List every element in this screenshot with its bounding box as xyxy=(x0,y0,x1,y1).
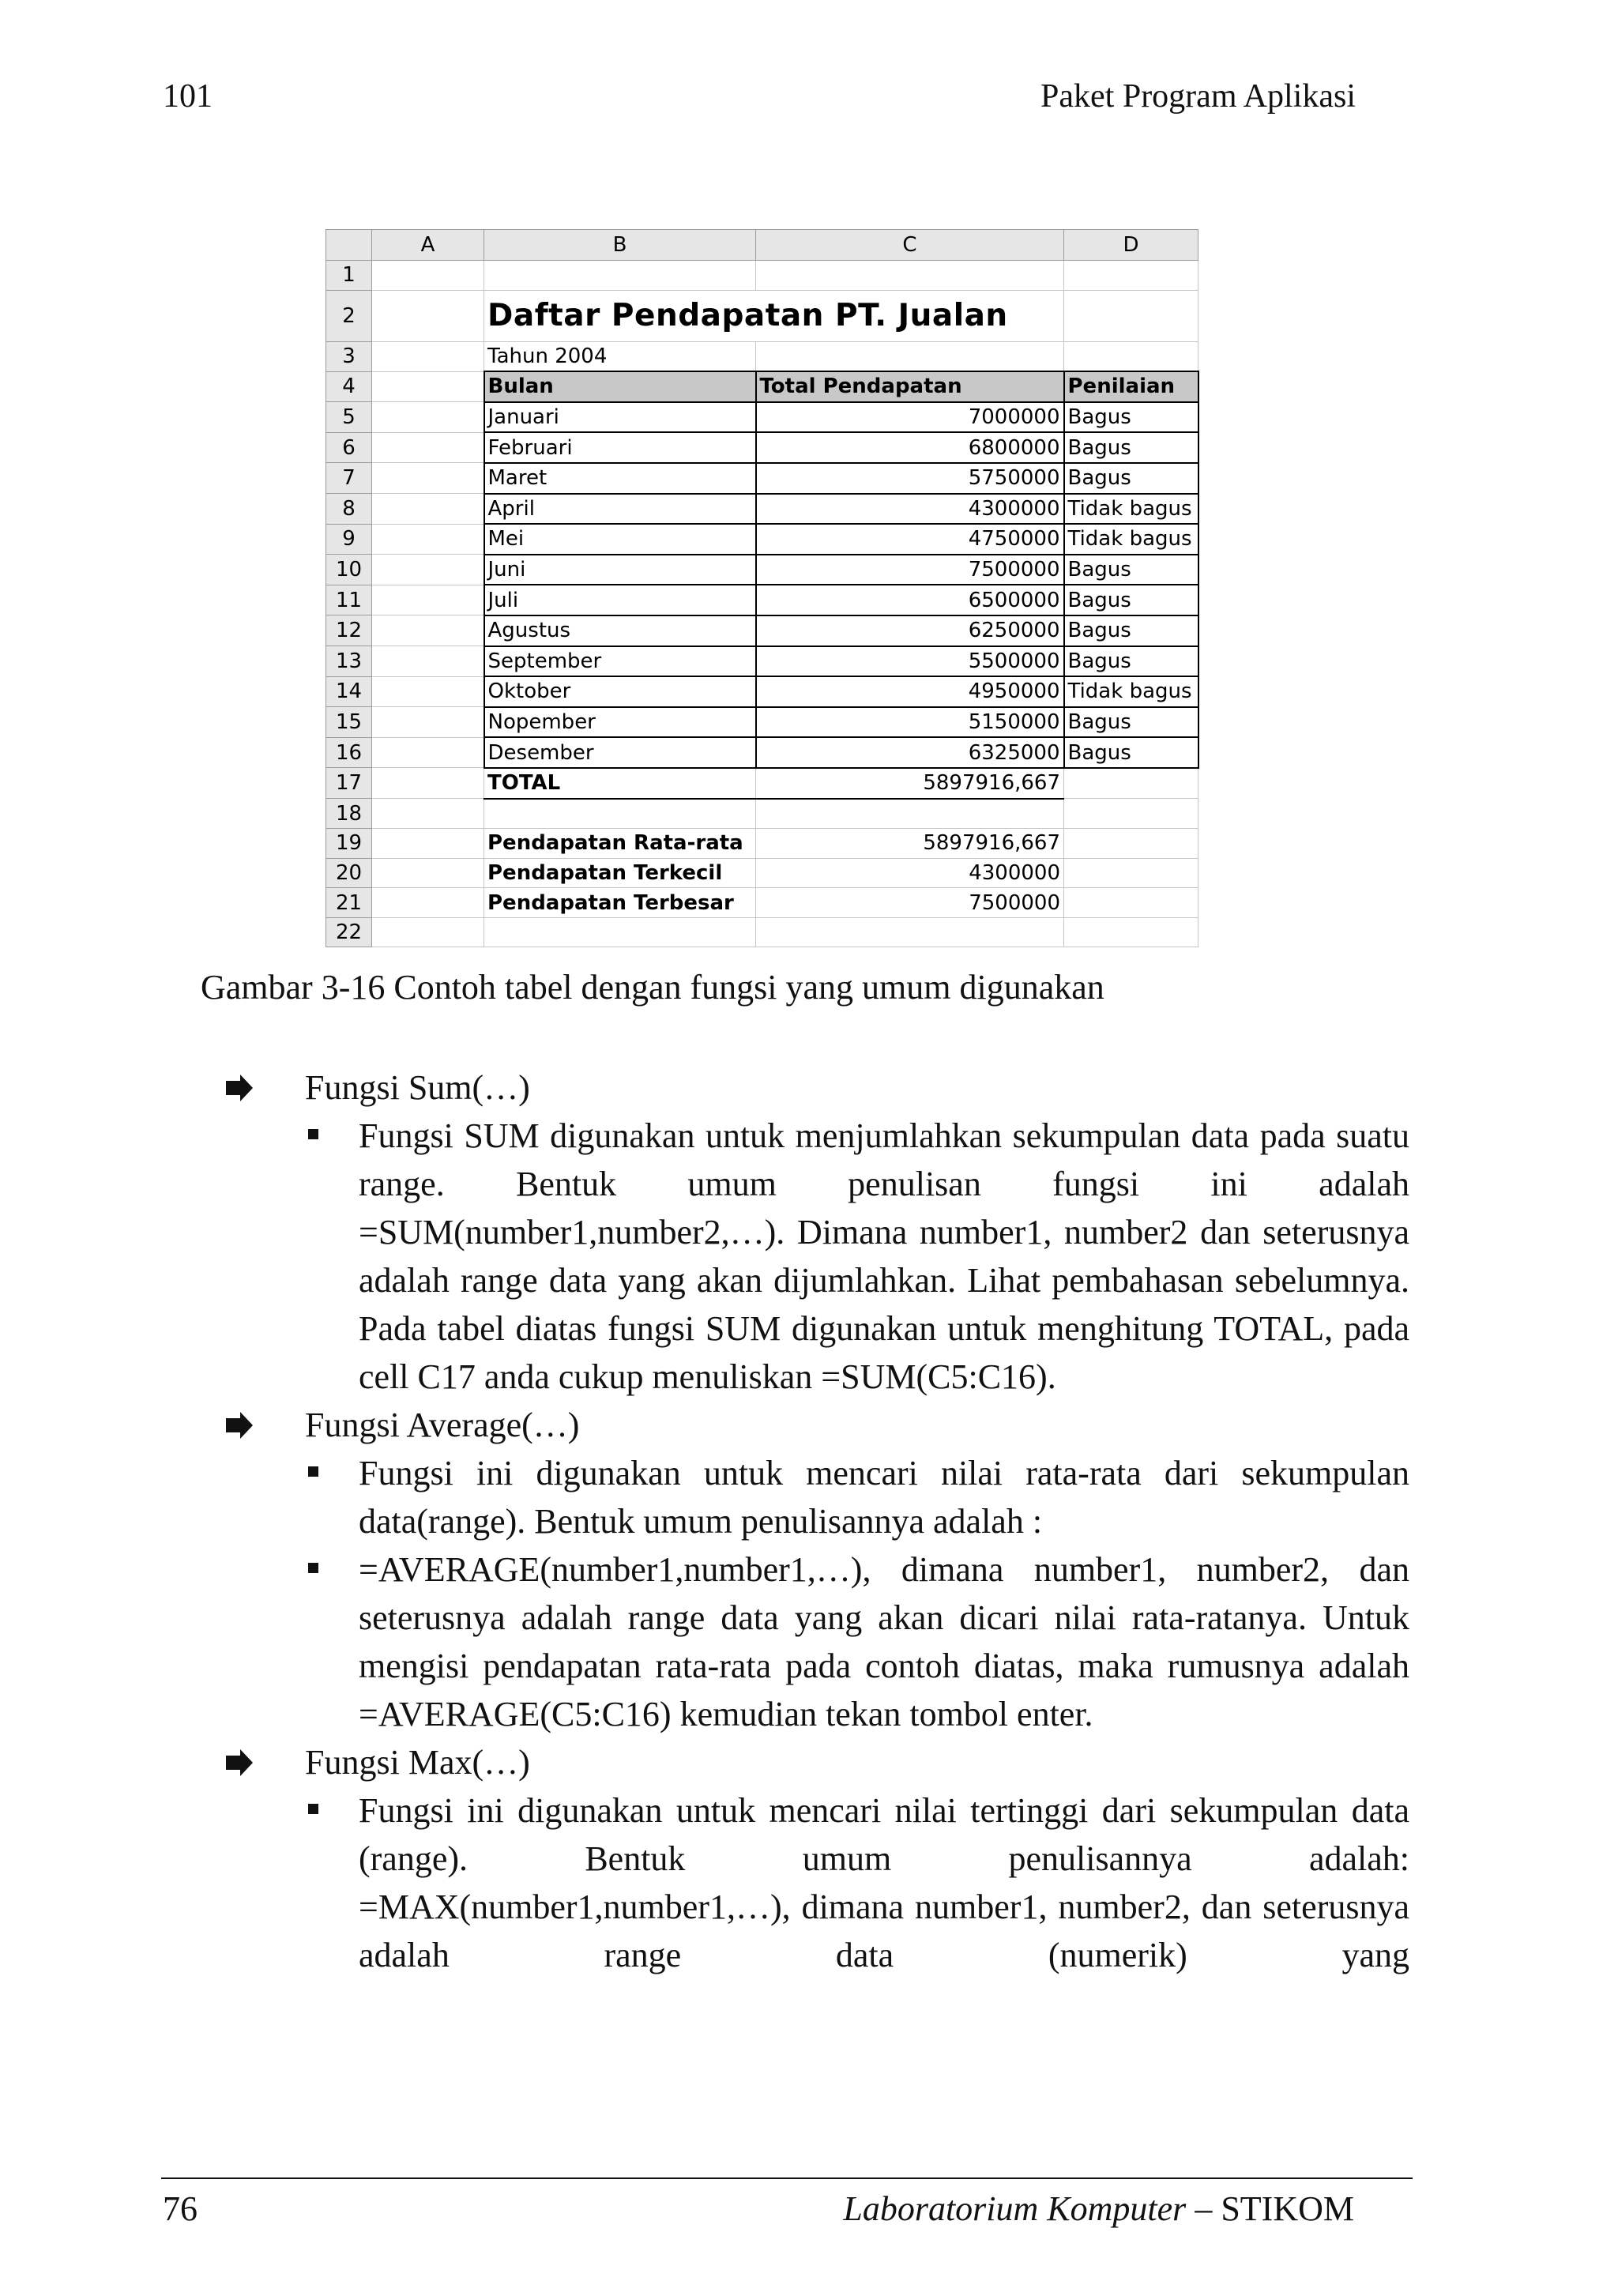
row-header: 22 xyxy=(326,917,372,947)
sheet-corner xyxy=(326,230,372,261)
cell-rating: Bagus xyxy=(1064,555,1198,585)
row-header: 18 xyxy=(326,799,372,829)
cell-month: Maret xyxy=(484,463,756,494)
page-number-bottom: 76 xyxy=(163,2189,198,2228)
arrow-bullet-icon xyxy=(218,1738,258,1786)
cell-month: Agustus xyxy=(484,615,756,646)
cell-value: 6250000 xyxy=(756,615,1064,646)
summary-label: Pendapatan Terbesar xyxy=(484,888,756,918)
cell-value: 5150000 xyxy=(756,707,1064,738)
row-header: 13 xyxy=(326,646,372,677)
cell-value: 4950000 xyxy=(756,676,1064,707)
square-bullet-icon xyxy=(308,1129,318,1139)
page-number-top: 101 xyxy=(163,78,213,115)
row-header: 17 xyxy=(326,768,372,799)
summary-value: 4300000 xyxy=(756,858,1064,888)
section-heading-max: Fungsi Max(…) xyxy=(201,1738,1409,1786)
cell-month: Oktober xyxy=(484,676,756,707)
square-bullet-icon xyxy=(308,1466,318,1477)
summary-label: Pendapatan Rata-rata xyxy=(484,829,756,859)
row-header: 21 xyxy=(326,888,372,918)
cell-rating: Bagus xyxy=(1064,707,1198,738)
row-header: 19 xyxy=(326,829,372,859)
square-bullet-icon xyxy=(308,1563,318,1573)
row-header: 8 xyxy=(326,494,372,525)
cell-rating: Tidak bagus xyxy=(1064,524,1198,555)
column-header: B xyxy=(484,230,756,261)
cell-value: 4750000 xyxy=(756,524,1064,555)
sheet-title: Daftar Pendapatan PT. Jualan xyxy=(484,290,1064,341)
cell-month: Juni xyxy=(484,555,756,585)
row-header: 10 xyxy=(326,555,372,585)
header-cell-bulan: Bulan xyxy=(484,371,756,402)
header-cell-total: Total Pendapatan xyxy=(756,371,1064,402)
row-header: 16 xyxy=(326,737,372,768)
cell-rating: Bagus xyxy=(1064,463,1198,494)
header-cell-penilaian: Penilaian xyxy=(1064,371,1198,402)
footer-credit xyxy=(843,2189,1354,2229)
row-header: 9 xyxy=(326,524,372,555)
figure-caption: Gambar 3-16 Contoh tabel dengan fungsi yang umum digunakan xyxy=(201,968,1104,1007)
footer-lab: Laboratorium Komputer xyxy=(843,2189,1187,2228)
cell-value: 7000000 xyxy=(756,402,1064,433)
cell-month: Juli xyxy=(484,585,756,615)
row-header: 6 xyxy=(326,432,372,463)
footer-org: STIKOM xyxy=(1221,2189,1354,2228)
cell-value: 6500000 xyxy=(756,585,1064,615)
summary-label: Pendapatan Terkecil xyxy=(484,858,756,888)
bullet-paragraph: =AVERAGE(number1,number1,…), dimana number1, number2, dan seterusnya adalah range data yang akan dicari nilai rata-ratanya. Untuk mengisi pendapatan rata-rata pada contoh diatas, maka rumusnya adalah =AVERAGE(C5:C16) kemudian tekan tombol enter. xyxy=(201,1545,1409,1738)
row-header: 15 xyxy=(326,707,372,738)
section-heading-average: Fungsi Average(…) xyxy=(201,1401,1409,1449)
row-header: 3 xyxy=(326,341,372,371)
square-bullet-icon xyxy=(308,1804,318,1814)
cell-value: 6800000 xyxy=(756,432,1064,463)
cell-month: Januari xyxy=(484,402,756,433)
cell-value: 4300000 xyxy=(756,494,1064,525)
footer-divider xyxy=(161,2177,1413,2179)
cell-value: 5750000 xyxy=(756,463,1064,494)
column-header: D xyxy=(1064,230,1198,261)
summary-value: 7500000 xyxy=(756,888,1064,918)
cell-month: September xyxy=(484,646,756,677)
row-header: 2 xyxy=(326,290,372,341)
column-header: C xyxy=(756,230,1064,261)
column-header: A xyxy=(372,230,484,261)
running-header-title: Paket Program Aplikasi xyxy=(1040,78,1356,115)
row-header: 4 xyxy=(326,371,372,402)
cell-month: Nopember xyxy=(484,707,756,738)
cell-month: Desember xyxy=(484,737,756,768)
bullet-paragraph: Fungsi SUM digunakan untuk menjumlahkan sekumpulan data pada suatu range. Bentuk umum penulisan fungsi ini adalah =SUM(number1,number2,…). Dimana number1, number2 dan seterusnya adalah range data yang akan dijumlahkan. Lihat pembahasan sebelumnya. Pada tabel diatas fungsi SUM digunakan untuk menghitung TOTAL, pada cell C17 anda cukup menuliskan =SUM(C5:C16). xyxy=(201,1112,1409,1401)
row-header: 20 xyxy=(326,858,372,888)
cell-rating: Bagus xyxy=(1064,402,1198,433)
row-header: 14 xyxy=(326,676,372,707)
summary-value: 5897916,667 xyxy=(756,829,1064,859)
arrow-bullet-icon xyxy=(218,1401,258,1449)
body-content xyxy=(201,1063,1409,1979)
row-header: 7 xyxy=(326,463,372,494)
section-heading-sum: Fungsi Sum(…) xyxy=(201,1063,1409,1112)
cell-value: 7500000 xyxy=(756,555,1064,585)
cell-rating: Bagus xyxy=(1064,737,1198,768)
bullet-paragraph: Fungsi ini digunakan untuk mencari nilai tertinggi dari sekumpulan data (range). Bentuk umum penulisannya adalah: =MAX(number1,number1,…), dimana number1, number2, dan seterusnya adalah range data (numerik) yang xyxy=(201,1786,1409,1979)
total-label: TOTAL xyxy=(484,768,756,799)
footer-separator: – xyxy=(1186,2189,1221,2228)
cell-rating: Tidak bagus xyxy=(1064,676,1198,707)
cell-value: 6325000 xyxy=(756,737,1064,768)
spreadsheet-figure xyxy=(325,229,1199,947)
sheet-subtitle: Tahun 2004 xyxy=(484,341,756,371)
cell-rating: Bagus xyxy=(1064,585,1198,615)
row-header: 12 xyxy=(326,615,372,646)
bullet-paragraph: Fungsi ini digunakan untuk mencari nilai rata-rata dari sekumpulan data(range). Bentuk umum penulisannya adalah : xyxy=(201,1449,1409,1545)
arrow-bullet-icon xyxy=(218,1063,258,1112)
cell-month: Mei xyxy=(484,524,756,555)
cell-rating: Bagus xyxy=(1064,646,1198,677)
row-header: 5 xyxy=(326,402,372,433)
row-header: 11 xyxy=(326,585,372,615)
cell-rating: Bagus xyxy=(1064,432,1198,463)
cell-month: Februari xyxy=(484,432,756,463)
cell-rating: Bagus xyxy=(1064,615,1198,646)
total-value: 5897916,667 xyxy=(756,768,1064,799)
row-header: 1 xyxy=(326,261,372,291)
cell-rating: Tidak bagus xyxy=(1064,494,1198,525)
cell-month: April xyxy=(484,494,756,525)
cell-value: 5500000 xyxy=(756,646,1064,677)
